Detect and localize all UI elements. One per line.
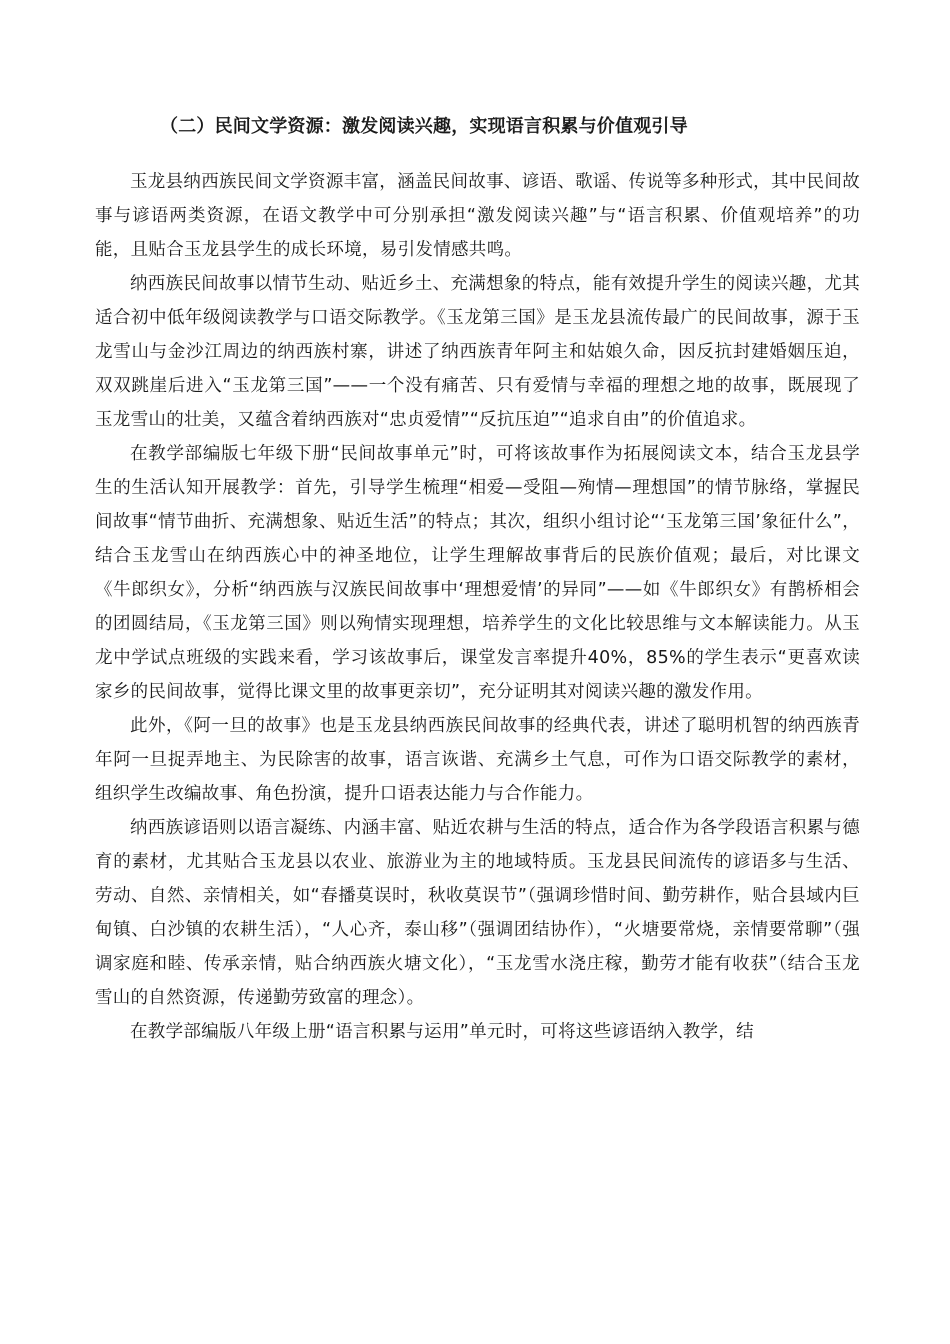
paragraph-ayidan-story: 此外，《阿一旦的故事》也是玉龙县纳西族民间故事的经典代表，讲述了聪明机智的纳西族青年阿一旦捉弄地主、为民除害的故事，语言诙谐、充满乡土气息，可作为口语交际教学的素材，组织学生改编故事、角色扮演，提升口语表达能力与合作能力。 xyxy=(95,716,860,804)
paragraph-proverbs: 纳西族谚语则以语言凝练、内涵丰富、贴近农耕与生活的特点，适合作为各学段语言积累与德育的素材，尤其贴合玉龙县以农业、旅游业为主的地域特质。玉龙县民间流传的谚语多与生活、劳动、自然、亲情相关，如“春播莫误时，秋收莫误节”（强调珍惜时间、勤劳耕作，贴合县域内巨甸镇、白沙镇的农耕生活），“人心齐，泰山移”（强调团结协作），“火塘要常烧，亲情要常聊”（强调家庭和睦、传承亲情，贴合纳西族火塘文化），“玉龙雪水浇庄稼，勤劳才能有收获”（结合玉龙雪山的自然资源，传递勤劳致富的理念）。 xyxy=(95,818,860,1008)
paragraph-intro: 玉龙县纳西族民间文学资源丰富，涵盖民间故事、谚语、歌谣、传说等多种形式，其中民间故事与谚语两类资源，在语文教学中可分别承担“激发阅读兴趣”与“语言积累、价值观培养”的功能，且贴合玉龙县学生的成长环境，易引发情感共鸣。 xyxy=(95,172,860,260)
paragraph-grade-eight: 在教学部编版八年级上册“语言积累与运用”单元时，可将这些谚语纳入教学，结 xyxy=(130,1022,754,1042)
document-body xyxy=(95,165,860,1049)
section-heading: （二）民间文学资源：激发阅读兴趣，实现语言积累与价值观引导 xyxy=(160,116,688,137)
paragraph-teaching-method: 在教学部编版七年级下册“民间故事单元”时，可将该故事作为拓展阅读文本，结合玉龙县学生的生活认知开展教学：首先，引导学生梳理“相爱—受阻—殉情—理想国”的情节脉络，掌握民间故事“情节曲折、充满想象、贴近生活”的特点；其次，组织小组讨论“‘玉龙第三国’象征什么”，结合玉龙雪山在纳西族心中的神圣地位，让学生理解故事背后的民族价值观；最后，对比课文《牛郎织女》，分析“纳西族与汉族民间故事中‘理想爱情’的异同”——如《牛郎织女》有鹊桥相会的团圆结局，《玉龙第三国》则以殉情实现理想，培养学生的文化比较思维与文本解读能力。从玉龙中学试点班级的实践来看，学习该故事后，课堂发言率提升40%，85%的学生表示“更喜欢读家乡的民间故事，觉得比课文里的故事更亲切”，充分证明其对阅读兴趣的激发作用。 xyxy=(95,444,860,702)
paragraph-folk-story: 纳西族民间故事以情节生动、贴近乡土、充满想象的特点，能有效提升学生的阅读兴趣，尤其适合初中低年级阅读教学与口语交际教学。《玉龙第三国》是玉龙县流传最广的民间故事，源于玉龙雪山与金沙江周边的纳西族村寨，讲述了纳西族青年阿主和姑娘久命，因反抗封建婚姻压迫，双双跳崖后进入“玉龙第三国”——一个没有痛苦、只有爱情与幸福的理想之地的故事，既展现了玉龙雪山的壮美，又蕴含着纳西族对“忠贞爱情”“反抗压迫”“追求自由”的价值追求。 xyxy=(95,274,860,430)
